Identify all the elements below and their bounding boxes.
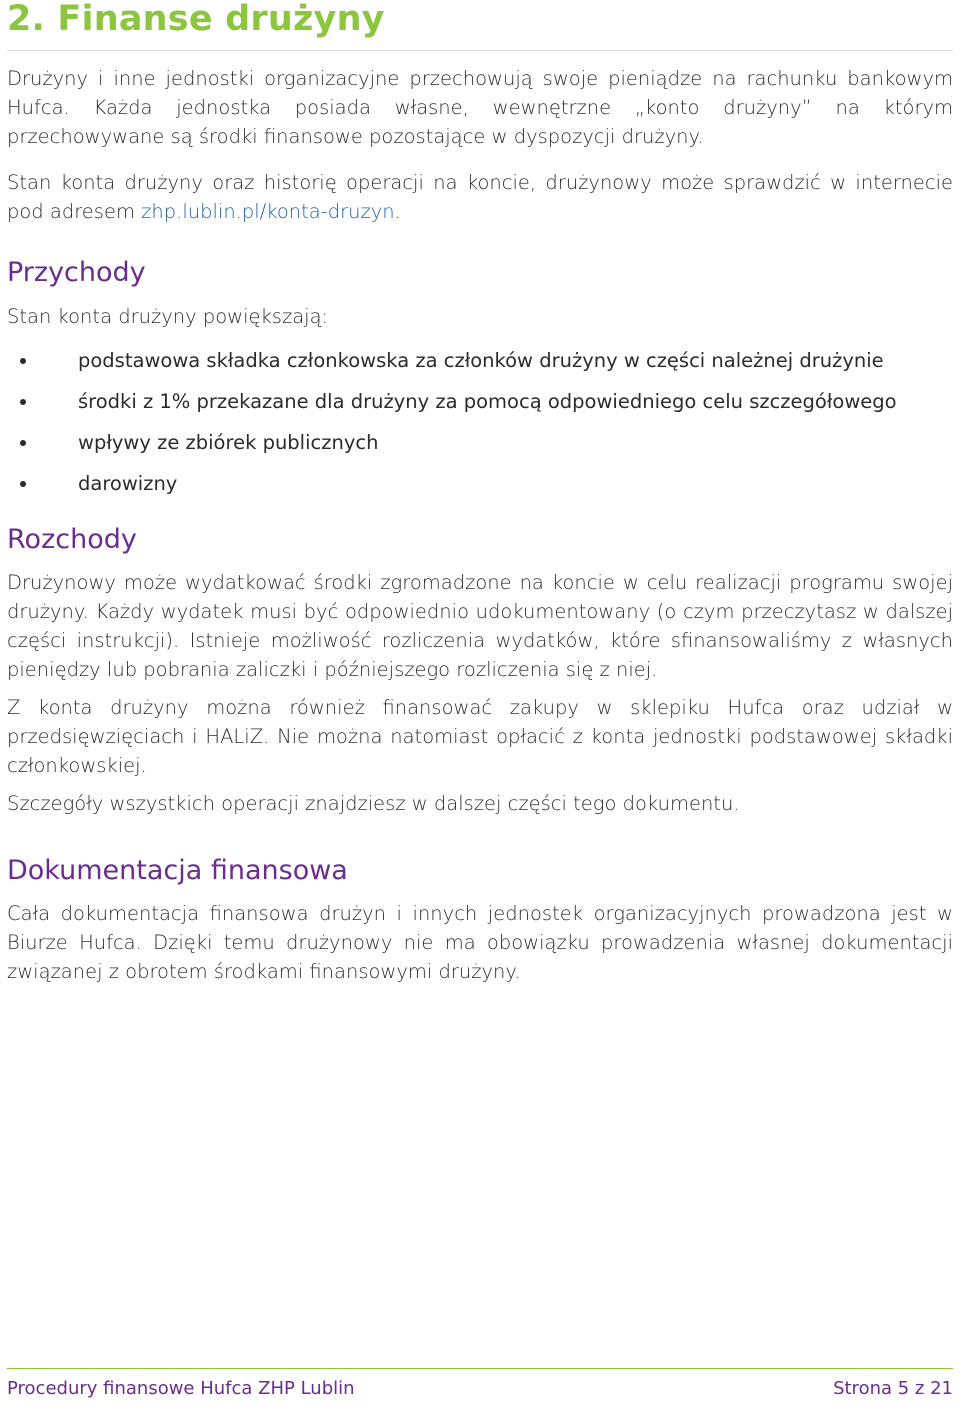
- bullet-icon: [20, 399, 26, 405]
- intro-paragraph-1: Drużyny i inne jednostki organizacyjne przechowują swoje pieniądze na rachunku bankowym Hufca. Każda jednostka posiada własne, wewnętrzne „konto drużyny” na którym przechowywane są środki finansowe pozostające w dyspozycji drużyny.: [7, 67, 953, 148]
- intro-paragraph-2-end: .: [394, 200, 401, 223]
- list-item: [7, 469, 953, 498]
- bullet-icon: [20, 358, 26, 364]
- list-item-text: podstawowa składka członkowska za członków drużyny w części należnej drużynie: [78, 349, 884, 372]
- konta-druzyn-link[interactable]: zhp.lublin.pl/konta-druzyn: [141, 200, 395, 223]
- rozchody-paragraph-3: Szczegóły wszystkich operacji znajdziesz w dalszej części tego dokumentu.: [7, 792, 740, 815]
- rozchody-paragraph-1: Drużynowy może wydatkować środki zgromadzone na koncie w celu realizacji programu swojej drużyny. Każdy wydatek musi być odpowiednio udokumentowany (o czym przeczytasz w dalszej części instrukcji). Istnieje możliwość rozliczenia wydatków, które sfinansowaliśmy z własnych pieniędzy lub pobrania zaliczki i późniejszego rozliczenia się z niej.: [7, 571, 953, 681]
- bullet-icon: [20, 481, 26, 487]
- rozchody-paragraph-2: Z konta drużyny można również finansować zakupy w sklepiku Hufca oraz udział w przedsięwzięciach i HALiZ. Nie można natomiast opłacić z konta jednostki podstawowej składki członkowskiej.: [7, 696, 953, 777]
- intro-paragraph-2-text: Stan konta drużyny oraz historię operacji na koncie, drużynowy może sprawdzić w internecie pod adresem: [7, 171, 953, 223]
- footer-divider: [7, 1368, 953, 1369]
- footer-page-number: Strona 5 z 21: [833, 1378, 953, 1399]
- list-item-text: środki z 1% przekazane dla drużyny za pomocą odpowiedniego celu szczegółowego: [78, 390, 897, 413]
- list-item: [7, 428, 953, 457]
- section-heading-dokumentacja: Dokumentacja finansowa: [7, 855, 348, 886]
- chapter-title: 2. Finanse drużyny: [7, 0, 385, 39]
- list-item-text: darowizny: [78, 472, 178, 495]
- page-footer: [7, 1378, 953, 1402]
- przychody-list: [7, 346, 953, 498]
- przychody-lead: Stan konta drużyny powiększają:: [7, 305, 329, 328]
- list-item-text: wpływy ze zbiórek publicznych: [78, 431, 379, 454]
- title-divider: [7, 50, 953, 51]
- section-heading-rozchody: Rozchody: [7, 524, 137, 555]
- bullet-icon: [20, 440, 26, 446]
- footer-document-title: Procedury finansowe Hufca ZHP Lublin: [7, 1378, 355, 1399]
- intro-paragraph-2: [7, 168, 953, 226]
- list-item: [7, 346, 953, 375]
- list-item: [7, 387, 953, 416]
- dokumentacja-paragraph: Cała dokumentacja finansowa drużyn i innych jednostek organizacyjnych prowadzona jest w Biurze Hufca. Dzięki temu drużynowy nie ma obowiązku prowadzenia własnej dokumentacji związanej z obrotem środkami finansowymi drużyny.: [7, 902, 953, 983]
- section-heading-przychody: Przychody: [7, 257, 146, 288]
- document-page: [7, 0, 953, 986]
